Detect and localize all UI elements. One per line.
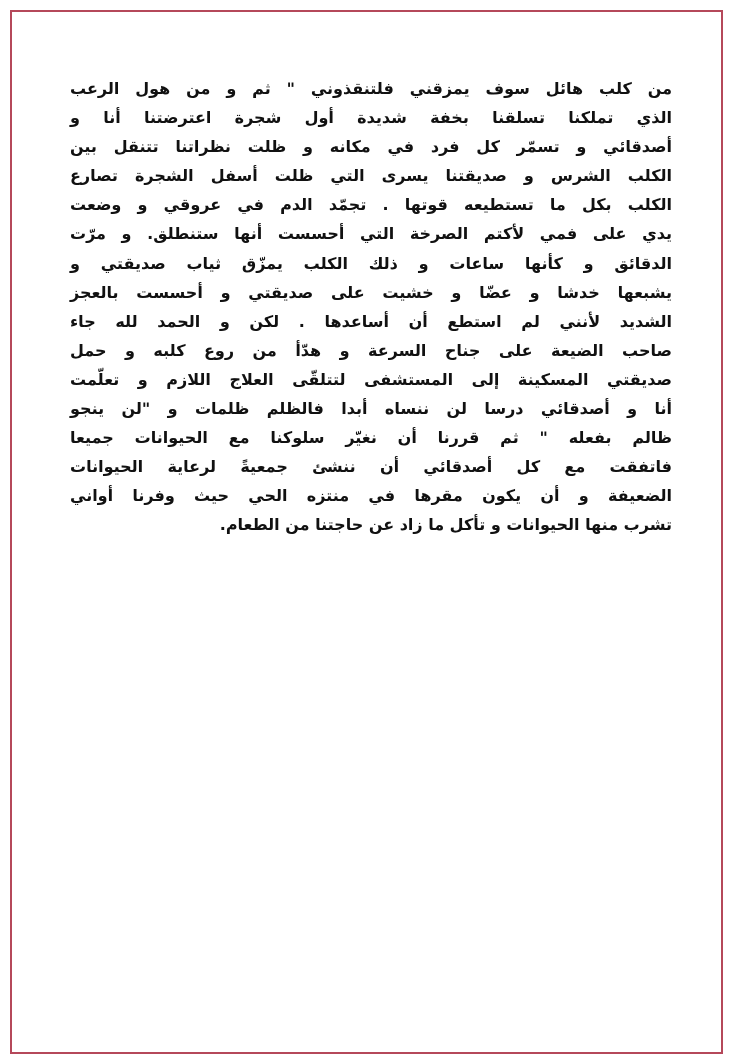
text-line-2: الذي تملكنا تسلقنا بخفة شديدة أول شجرة اعترضتنا أنا و <box>70 108 672 128</box>
text-line-11: صديقتي المسكينة إلى المستشفى لتتلقّى العلاج اللازم و تعلّمت <box>70 369 672 389</box>
text-line-9: الشديد لأنني لم استطع أن أساعدها . لكن و الحمد لله جاء <box>70 311 672 331</box>
text-line-4: الكلب الشرس و صديقتنا يسرى التي ظلت أسفل الشجرة تصارع <box>70 166 672 186</box>
story-paragraph <box>70 74 672 540</box>
text-line-13: ظالم بفعله " ثم قررنا أن نغيّر سلوكنا مع الحيوانات جميعا <box>70 428 672 448</box>
text-line-10: صاحب الضيعة على جناح السرعة و هدّأ من روع كلبه و حمل <box>70 340 672 360</box>
text-line-14: فاتفقت مع كل أصدقائي أن ننشئ جمعيةً لرعاية الحيوانات <box>70 457 672 477</box>
text-line-3: أصدقائي و تسمّر كل فرد في مكانه و ظلت نظراتنا تتنقل بين <box>70 137 672 157</box>
text-line-15: الضعيفة و أن يكون مقرها في منتزه الحي حيث وفرنا أواني <box>70 486 672 506</box>
text-line-6: يدي على فمي لأكتم الصرخة التي أحسست أنها ستنطلق. و مرّت <box>70 224 672 244</box>
text-line-5: الكلب بكل ما تستطيعه قوتها . تجمّد الدم في عروقي و وضعت <box>70 195 672 215</box>
text-line-16: تشرب منها الحيوانات و تأكل ما زاد عن حاجتنا من الطعام. <box>219 515 672 535</box>
text-line-8: يشبعها خدشا و عضّا و خشيت على صديقتي و أحسست بالعجز <box>70 282 672 302</box>
text-line-12: أنا و أصدقائي درسا لن ننساه أبدا فالظلم ظلمات و "لن ينجو <box>70 399 672 419</box>
page-frame <box>10 10 723 1054</box>
text-line-1: من كلب هائل سوف يمزقني فلتنقذوني " ثم و من هول الرعب <box>70 79 672 98</box>
text-line-7: الدقائق و كأنها ساعات و ذلك الكلب يمزّق ثياب صديقتي و <box>70 253 672 273</box>
